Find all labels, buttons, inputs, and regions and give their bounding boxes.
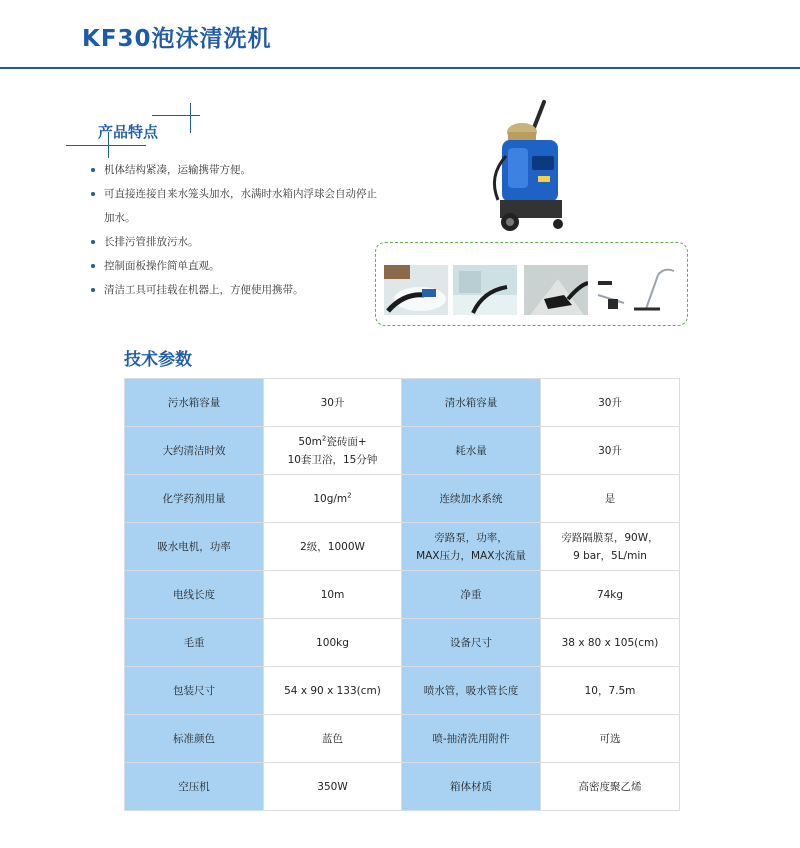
spec-value: 2级，1000W — [264, 523, 402, 571]
spec-label: 化学药剂用量 — [125, 475, 264, 523]
spec-value: 是 — [541, 475, 680, 523]
feature-list — [90, 158, 380, 302]
spec-value: 可选 — [541, 715, 680, 763]
spec-label: 设备尺寸 — [402, 619, 541, 667]
features-heading: 产品特点 — [98, 123, 159, 141]
feature-item: 长排污管排放污水。 — [90, 230, 380, 254]
spec-value: 54 x 90 x 133(cm) — [264, 667, 402, 715]
spec-value: 74kg — [541, 571, 680, 619]
spec-label: 污水箱容量 — [125, 379, 264, 427]
feature-item: 可直接连接自来水笼头加水，水满时水箱内浮球会自动停止加水。 — [90, 182, 380, 230]
spec-value: 38 x 80 x 105(cm) — [541, 619, 680, 667]
spec-value — [541, 523, 680, 571]
spec-value: 10m — [264, 571, 402, 619]
spec-value: 10，7.5m — [541, 667, 680, 715]
spec-value: 350W — [264, 763, 402, 811]
feature-item: 控制面板操作简单直观。 — [90, 254, 380, 278]
spec-value-part: 瓷砖面+ — [326, 435, 367, 448]
spec-value — [264, 475, 402, 523]
spec-value-part: 50m — [298, 435, 322, 448]
spec-value: 蓝色 — [264, 715, 402, 763]
specs-heading: 技术参数 — [124, 350, 192, 370]
table-row — [125, 475, 680, 523]
spec-label-part: 旁路泵，功率， — [434, 531, 508, 544]
machine-image — [478, 96, 588, 234]
spec-label: 电线长度 — [125, 571, 264, 619]
decor-line — [66, 145, 146, 146]
superscript: 2 — [321, 434, 327, 442]
table-row — [125, 379, 680, 427]
spec-label: 标准颜色 — [125, 715, 264, 763]
spec-label: 喷-抽清洗用附件 — [402, 715, 541, 763]
feature-item: 机体结构紧凑，运输携带方便。 — [90, 158, 380, 182]
spec-label — [402, 523, 541, 571]
feature-item: 清洁工具可挂载在机器上，方便使用携带。 — [90, 278, 380, 302]
table-row — [125, 619, 680, 667]
spec-label: 清水箱容量 — [402, 379, 541, 427]
decor-line — [190, 103, 191, 133]
table-row — [125, 523, 680, 571]
spec-table — [124, 378, 680, 811]
superscript: 2 — [347, 491, 352, 499]
spec-value: 30升 — [541, 427, 680, 475]
table-row — [125, 715, 680, 763]
spec-label: 空压机 — [125, 763, 264, 811]
table-row — [125, 427, 680, 475]
spec-label: 喷水管，吸水管长度 — [402, 667, 541, 715]
table-row — [125, 667, 680, 715]
spec-label: 吸水电机，功率 — [125, 523, 264, 571]
spec-label: 净重 — [402, 571, 541, 619]
accessory-photo — [594, 265, 680, 315]
accessory-panel — [375, 242, 688, 326]
spec-value: 30升 — [541, 379, 680, 427]
decor-line — [152, 115, 200, 116]
spec-value-part: 10套卫浴，15分钟 — [287, 453, 378, 466]
page-title: KF30泡沫清洗机 — [82, 26, 272, 52]
spec-label: 连续加水系统 — [402, 475, 541, 523]
spec-value: 高密度聚乙烯 — [541, 763, 680, 811]
spec-label-part: MAX压力，MAX水流量 — [416, 549, 526, 562]
accessory-photo — [453, 265, 517, 315]
spec-value: 30升 — [264, 379, 402, 427]
spec-value — [264, 427, 402, 475]
table-row — [125, 763, 680, 811]
spec-value-part: 旁路隔膜泵，90W， — [561, 531, 659, 544]
spec-value: 100kg — [264, 619, 402, 667]
spec-value-part: 10g/m — [313, 492, 348, 505]
accessory-photo — [524, 265, 588, 315]
spec-label: 毛重 — [125, 619, 264, 667]
spec-label: 耗水量 — [402, 427, 541, 475]
spec-label: 包装尺寸 — [125, 667, 264, 715]
spec-value-part: 9 bar，5L/min — [573, 549, 647, 562]
accessory-photo — [384, 265, 448, 315]
title-divider — [0, 67, 800, 69]
table-row — [125, 571, 680, 619]
spec-label: 箱体材质 — [402, 763, 541, 811]
spec-label: 大约清洁时效 — [125, 427, 264, 475]
